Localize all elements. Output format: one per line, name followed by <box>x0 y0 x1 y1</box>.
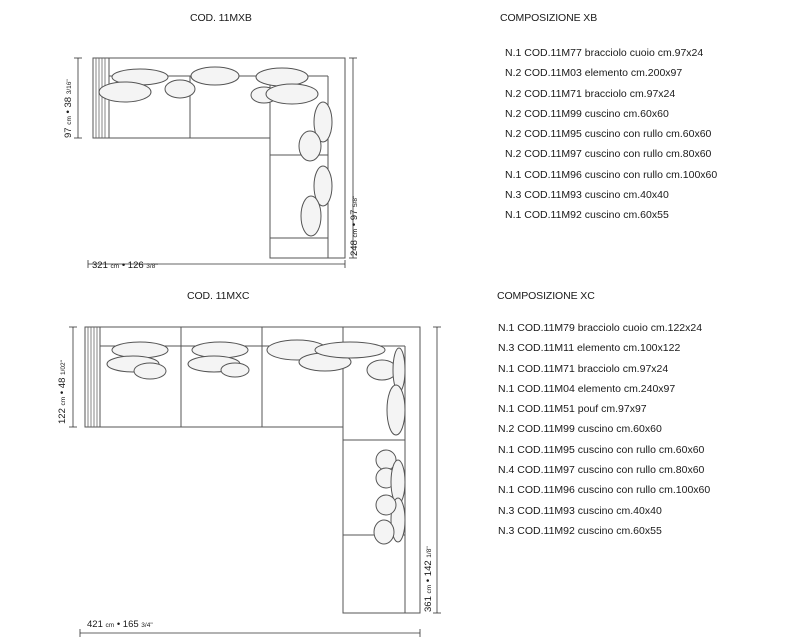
dim-cm: 248 <box>349 240 360 256</box>
xc-depth-dimension <box>57 360 68 424</box>
xb-composition-title: COMPOSIZIONE XB <box>500 12 598 24</box>
dim-separator: • <box>349 222 360 227</box>
dim-inch: 126 <box>127 260 144 271</box>
list-item: N.3 COD.11M93 cuscino cm.40x40 <box>498 504 662 517</box>
dim-separator: • <box>121 260 126 271</box>
dim-inch: 48 <box>57 377 68 389</box>
dim-fraction: 1/8" <box>426 546 433 558</box>
xc-leather-armrest <box>85 327 100 427</box>
dim-unit: cm <box>110 263 120 270</box>
list-item: N.1 COD.11M51 pouf cm.97x97 <box>498 403 647 416</box>
dim-inch: 165 <box>122 619 139 630</box>
dim-cm: 421 <box>87 619 103 630</box>
list-item: N.1 COD.11M96 cuscino con rullo cm.100x60 <box>505 168 718 181</box>
xc-sofa-plan <box>69 327 441 637</box>
list-item: N.2 COD.11M03 elemento cm.200x97 <box>505 67 683 80</box>
dim-fraction: 1/02" <box>60 360 67 375</box>
list-item: N.2 COD.11M95 cuscino con rullo cm.60x60 <box>505 128 712 141</box>
list-item: N.2 COD.11M99 cuscino cm.60x60 <box>505 107 669 120</box>
list-item: N.2 COD.11M99 cuscino cm.60x60 <box>498 423 662 436</box>
dim-unit: cm <box>105 622 115 629</box>
dim-unit: cm <box>60 396 67 406</box>
xb-cushions <box>99 67 332 236</box>
dim-cm: 122 <box>57 408 68 424</box>
dim-separator: • <box>423 578 434 583</box>
xc-width-dimension <box>87 619 153 630</box>
list-item: N.4 COD.11M97 cuscino con rullo cm.80x60 <box>498 464 705 477</box>
dim-inch: 38 <box>63 96 74 108</box>
xb-width-dimension <box>92 260 158 271</box>
xb-sofa-plan <box>74 58 357 268</box>
xb-length-dimension <box>349 196 360 256</box>
list-item: N.1 COD.11M04 elemento cm.240x97 <box>498 382 676 395</box>
xb-depth-dimension <box>63 79 74 138</box>
xb-code-title: COD. 11MXB <box>190 12 252 24</box>
list-item: N.3 COD.11M93 cuscino cm.40x40 <box>505 189 669 202</box>
list-item: N.3 COD.11M92 cuscino cm.60x55 <box>498 524 662 537</box>
list-item: N.2 COD.11M71 bracciolo cm.97x24 <box>505 87 676 100</box>
dim-cm: 97 <box>63 127 74 138</box>
xc-composition-title: COMPOSIZIONE XC <box>497 290 595 302</box>
dim-fraction: 3/8" <box>146 263 158 270</box>
dim-cm: 361 <box>423 596 434 612</box>
dim-unit: cm <box>66 116 73 125</box>
dim-cm: 321 <box>92 260 108 271</box>
dim-separator: • <box>63 110 74 114</box>
dim-fraction: 5/8" <box>352 195 359 207</box>
dim-unit: cm <box>352 228 359 238</box>
dim-unit: cm <box>426 584 433 594</box>
list-item: N.1 COD.11M77 bracciolo cuoio cm.97x24 <box>505 47 704 59</box>
dim-fraction: 3/16" <box>66 79 73 95</box>
dim-separator: • <box>116 619 121 630</box>
list-item: N.1 COD.11M71 bracciolo cm.97x24 <box>498 362 669 375</box>
xc-code-title: COD. 11MXC <box>187 290 250 302</box>
dim-fraction: 3/4" <box>141 622 153 629</box>
list-item: N.1 COD.11M92 cuscino cm.60x55 <box>505 209 669 222</box>
list-item: N.1 COD.11M96 cuscino con rullo cm.100x60 <box>498 484 711 497</box>
dim-inch: 97 <box>349 209 360 221</box>
list-item: N.1 COD.11M95 cuscino con rullo cm.60x60 <box>498 443 705 456</box>
xc-length-dimension <box>423 546 434 612</box>
list-item: N.3 COD.11M11 elemento cm.100x122 <box>498 342 681 355</box>
list-item: N.1 COD.11M79 bracciolo cuoio cm.122x24 <box>498 322 703 334</box>
xc-cushions <box>107 340 405 544</box>
dim-separator: • <box>57 390 68 395</box>
dim-inch: 142 <box>423 560 434 577</box>
list-item: N.2 COD.11M97 cuscino con rullo cm.80x60 <box>505 148 712 161</box>
